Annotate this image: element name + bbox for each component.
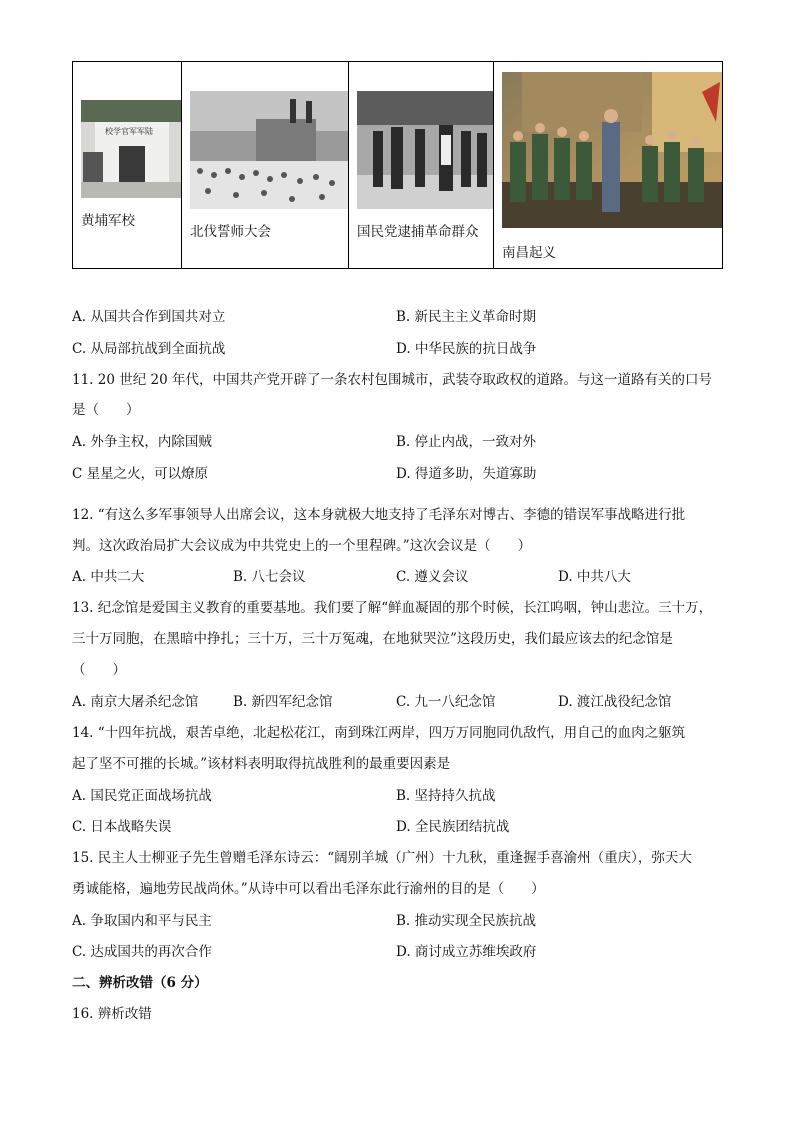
q12-option-a[interactable]: A. 中共二大 xyxy=(72,569,145,585)
q14-option-a[interactable]: A. 国民党正面战场抗战 xyxy=(72,788,212,804)
q13-option-d[interactable]: D. 渡江战役纪念馆 xyxy=(558,694,672,710)
q14-stem-line1: 14. “十四年抗战，艰苦卓绝，北起松花江，南到珠江两岸，四万万同胞同仇敌忾，用自己的血肉之躯筑 xyxy=(72,725,686,741)
image-table xyxy=(72,61,723,269)
q13-stem-line2: 三十万同胞，在黑暗中挣扎；三十万，三十万冤魂，在地狱哭泣”这段历史，我们最应该去的纪念馆是 xyxy=(72,631,673,647)
q14-option-c[interactable]: C. 日本战略失误 xyxy=(72,819,172,835)
caption-arrest: 国民党逮捕革命群众 xyxy=(357,224,479,240)
q15-option-d[interactable]: D. 商讨成立苏维埃政府 xyxy=(396,944,537,960)
caption-beifa: 北伐誓师大会 xyxy=(190,224,271,240)
q12-option-b[interactable]: B. 八七会议 xyxy=(233,569,306,585)
q15-option-a[interactable]: A. 争取国内和平与民主 xyxy=(72,913,212,929)
q12-stem-line1: 12. “有这么多军事领导人出席会议，这本身就极大地支持了毛泽东对博古、李德的错误军事战略进行批 xyxy=(72,507,686,523)
q13-option-a[interactable]: A. 南京大屠杀纪念馆 xyxy=(72,694,199,710)
q10-option-d[interactable]: D. 中华民族的抗日战争 xyxy=(396,341,537,357)
q11-option-b[interactable]: B. 停止内战，一致对外 xyxy=(396,434,537,450)
q12-option-c[interactable]: C. 遵义会议 xyxy=(396,569,469,585)
q13-stem-line1: 13. 纪念馆是爱国主义教育的重要基地。我们要了解“鲜血凝固的那个时候，长江呜咽，钟山悲泣。三十万， xyxy=(72,600,713,616)
q11-stem-line2: 是（ ） xyxy=(72,402,140,418)
q11-option-d[interactable]: D. 得道多助，失道寡助 xyxy=(396,466,537,482)
nanchang-uprising-painting xyxy=(502,72,722,228)
q12-stem-line2: 判。这次政治局扩大会议成为中共党史上的一个里程碑。”这次会议是（ ） xyxy=(72,538,532,554)
q13-option-c[interactable]: C. 九一八纪念馆 xyxy=(396,694,496,710)
image-cell-arrest xyxy=(349,62,494,269)
q14-option-d[interactable]: D. 全民族团结抗战 xyxy=(396,819,510,835)
q15-option-c[interactable]: C. 达成国共的再次合作 xyxy=(72,944,212,960)
image-cell-nanchang xyxy=(494,62,723,269)
q10-option-b[interactable]: B. 新民主主义革命时期 xyxy=(396,309,537,325)
caption-huangpu: 黄埔军校 xyxy=(81,213,135,229)
q10-option-c[interactable]: C. 从局部抗战到全面抗战 xyxy=(72,341,226,357)
section2-title: 二、辨析改错（6 分） xyxy=(72,975,208,991)
q15-stem-line2: 勇诚能格，遍地劳民战尚休。”从诗中可以看出毛泽东此行渝州的目的是（ ） xyxy=(72,881,545,897)
q12-option-d[interactable]: D. 中共八大 xyxy=(558,569,631,585)
q13-stem-line3: （ ） xyxy=(72,662,126,678)
q10-option-a[interactable]: A. 从国共合作到国共对立 xyxy=(72,309,226,325)
q15-option-b[interactable]: B. 推动实现全民族抗战 xyxy=(396,913,537,929)
q11-option-a[interactable]: A. 外争主权，内除国贼 xyxy=(72,434,212,450)
q11-stem-line1: 11. 20 世纪 20 年代，中国共产党开辟了一条农村包围城市，武装夺取政权的道路。与这一道路有关的口号 xyxy=(72,372,712,388)
arrest-scene-photo xyxy=(357,91,493,209)
q13-option-b[interactable]: B. 新四军纪念馆 xyxy=(233,694,333,710)
q15-stem-line1: 15. 民主人士柳亚子先生曾赠毛泽东诗云：“阔别羊城（广州）十九秋，重逢握手喜渝州（重庆），弥天大 xyxy=(72,850,692,866)
image-cell-huangpu xyxy=(73,62,182,269)
q14-stem-line2: 起了坚不可摧的长城。”该材料表明取得抗战胜利的最重要因素是 xyxy=(72,756,451,772)
q16-title: 16. 辨析改错 xyxy=(72,1006,152,1022)
northern-expedition-rally-photo xyxy=(190,91,348,209)
q11-option-c[interactable]: C 星星之火，可以燎原 xyxy=(72,466,209,482)
image-cell-beifa xyxy=(182,62,349,269)
gate-signboard-text: 校学官军军陆 xyxy=(105,127,153,136)
q14-option-b[interactable]: B. 坚持持久抗战 xyxy=(396,788,496,804)
huangpu-academy-gate-photo xyxy=(81,100,181,198)
caption-nanchang: 南昌起义 xyxy=(502,245,556,261)
